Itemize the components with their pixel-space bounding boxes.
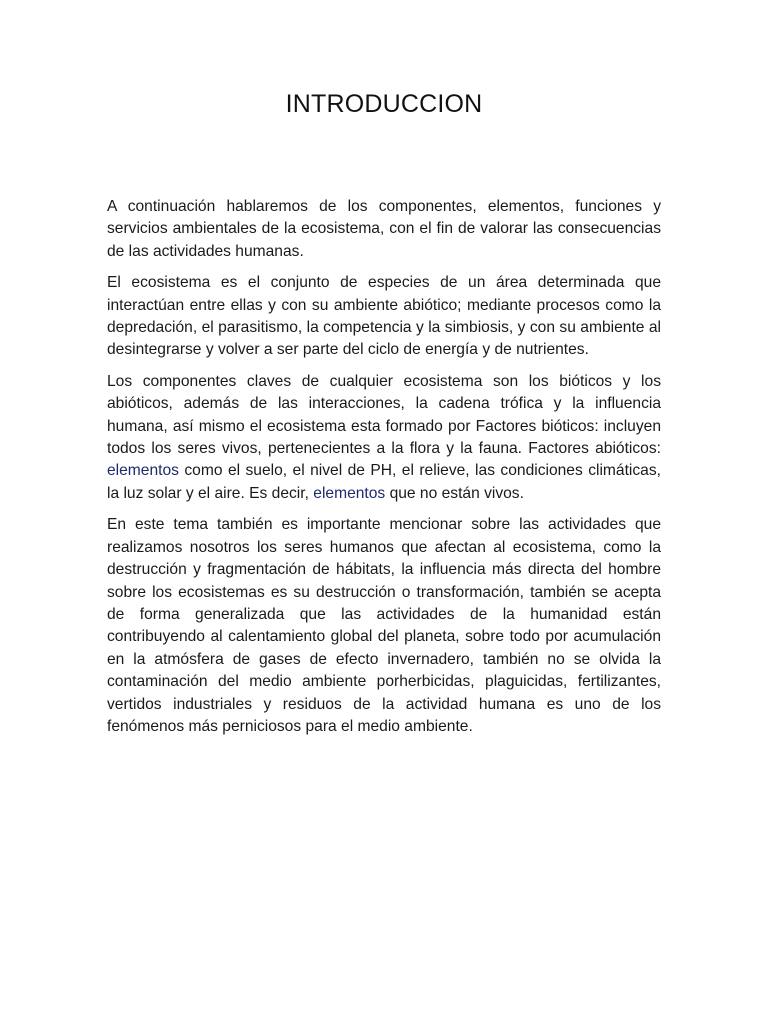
paragraph-ecosystem-definition xyxy=(107,272,661,362)
paragraph-text: El ecosistema es el conjunto de especies de un área determinada que interactúan entre ellas y con su ambiente abiótico; mediante procesos como la depredación, el parasitismo, la competencia y la simbiosis, y con su ambiente al desintegrarse y volver a ser parte del ciclo de energía y de nutrientes. xyxy=(107,274,661,359)
paragraph-text: A continuación hablaremos de los componentes, elementos, funciones y servicios ambientales de la ecosistema, con el fin de valorar las consecuencias de las actividades humanas. xyxy=(107,198,661,260)
paragraph-text: Los componentes claves de cualquier ecosistema son los bióticos y los abióticos, además de las interacciones, la cadena trófica y la influencia humana, así mismo el ecosistema esta formado por Factores bióticos: incluyen todos los seres vivos, pertenecientes a la flora y la fauna. Factores abióticos: xyxy=(107,372,661,458)
page-title: INTRODUCCION xyxy=(285,90,483,118)
paragraph-text: que no están vivos. xyxy=(385,484,524,502)
elementos-link[interactable]: elementos xyxy=(313,484,386,502)
paragraph-text: En este tema también es importante mencionar sobre las actividades que realizamos nosotros los seres humanos que afectan al ecosistema, como la destrucción y fragmentación de hábitats, la influencia más directa del hombre sobre los ecosistemas es su destrucción o transformación, también se acepta de forma generalizada que las actividades de la humanidad están contribuyendo al calentamiento global del planeta, sobre todo por acumulación en la atmósfera de gases de efecto invernadero, también no se olvida la contaminación del medio ambiente porherbicidas, plaguicidas, fertilizantes, vertidos industriales y residuos de la actividad humana es uno de los fenómenos más perniciosos para el medio ambiente. xyxy=(107,516,661,735)
paragraph-text: como el suelo, el nivel de PH, el relieve, las condiciones climáticas, la luz solar y el aire. Es decir, xyxy=(107,462,661,502)
document-body xyxy=(107,196,661,747)
elementos-link[interactable]: elementos xyxy=(107,462,179,480)
paragraph-human-activities xyxy=(107,514,661,738)
paragraph-components xyxy=(107,371,661,505)
paragraph-intro xyxy=(107,196,661,263)
